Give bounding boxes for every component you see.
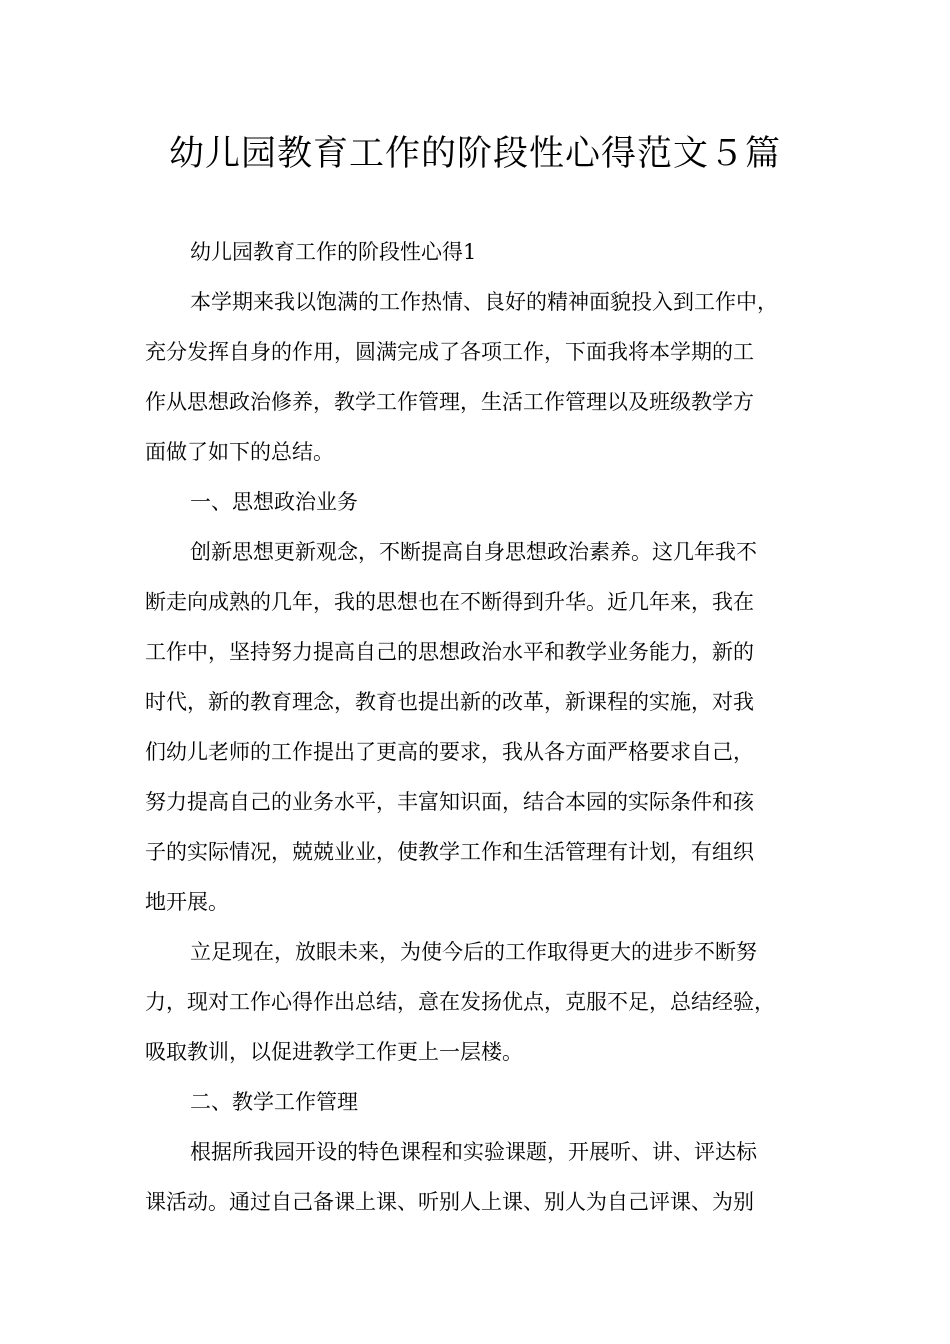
text-line: 工作中，坚持努力提高自己的思想政治水平和教学业务能力，新的 bbox=[145, 640, 754, 664]
text-line: 作从思想政治修养，教学工作管理，生活工作管理以及班级教学方 bbox=[145, 390, 754, 414]
body-paragraph bbox=[145, 277, 825, 477]
text-line: 们幼儿老师的工作提出了更高的要求，我从各方面严格要求自己， bbox=[145, 740, 754, 764]
text-line: 努力提高自己的业务水平，丰富知识面，结合本园的实际条件和孩 bbox=[145, 790, 754, 814]
text-line: 根据所我园开设的特色课程和实验课题，开展听、讲、评达标 bbox=[190, 1140, 757, 1164]
text-line: 二、教学工作管理 bbox=[190, 1090, 358, 1114]
text-line: 断走向成熟的几年，我的思想也在不断得到升华。近几年来，我在 bbox=[145, 590, 754, 614]
text-line: 面做了如下的总结。 bbox=[145, 440, 334, 464]
section-heading bbox=[145, 477, 825, 527]
text-line: 充分发挥自身的作用，圆满完成了各项工作，下面我将本学期的工 bbox=[145, 340, 754, 364]
text-line: 力，现对工作心得作出总结，意在发扬优点，克服不足，总结经验， bbox=[145, 990, 775, 1014]
document-body bbox=[145, 227, 825, 1227]
text-line: 立足现在，放眼未来，为使今后的工作取得更大的进步不断努 bbox=[190, 940, 757, 964]
section-heading bbox=[145, 1077, 825, 1127]
body-paragraph bbox=[145, 527, 825, 927]
text-line: 本学期来我以饱满的工作热情、良好的精神面貌投入到工作中， bbox=[190, 290, 778, 314]
text-line: 创新思想更新观念，不断提高自身思想政治素养。这几年我不 bbox=[190, 540, 757, 564]
text-line: 吸取教训，以促进教学工作更上一层楼。 bbox=[145, 1040, 523, 1064]
text-line: 子的实际情况，兢兢业业，使教学工作和生活管理有计划，有组织 bbox=[145, 840, 754, 864]
text-line: 一、思想政治业务 bbox=[190, 490, 358, 514]
text-line: 时代，新的教育理念，教育也提出新的改革，新课程的实施，对我 bbox=[145, 690, 754, 714]
body-paragraph bbox=[145, 927, 825, 1077]
section-heading bbox=[145, 227, 825, 277]
text-line: 幼儿园教育工作的阶段性心得1 bbox=[190, 240, 477, 264]
document-title: 幼儿园教育工作的阶段性心得范文５篇 bbox=[168, 134, 781, 174]
text-line: 课活动。通过自己备课上课、听别人上课、别人为自己评课、为别 bbox=[145, 1190, 754, 1214]
text-line: 地开展。 bbox=[145, 890, 229, 914]
body-paragraph bbox=[145, 1127, 825, 1227]
